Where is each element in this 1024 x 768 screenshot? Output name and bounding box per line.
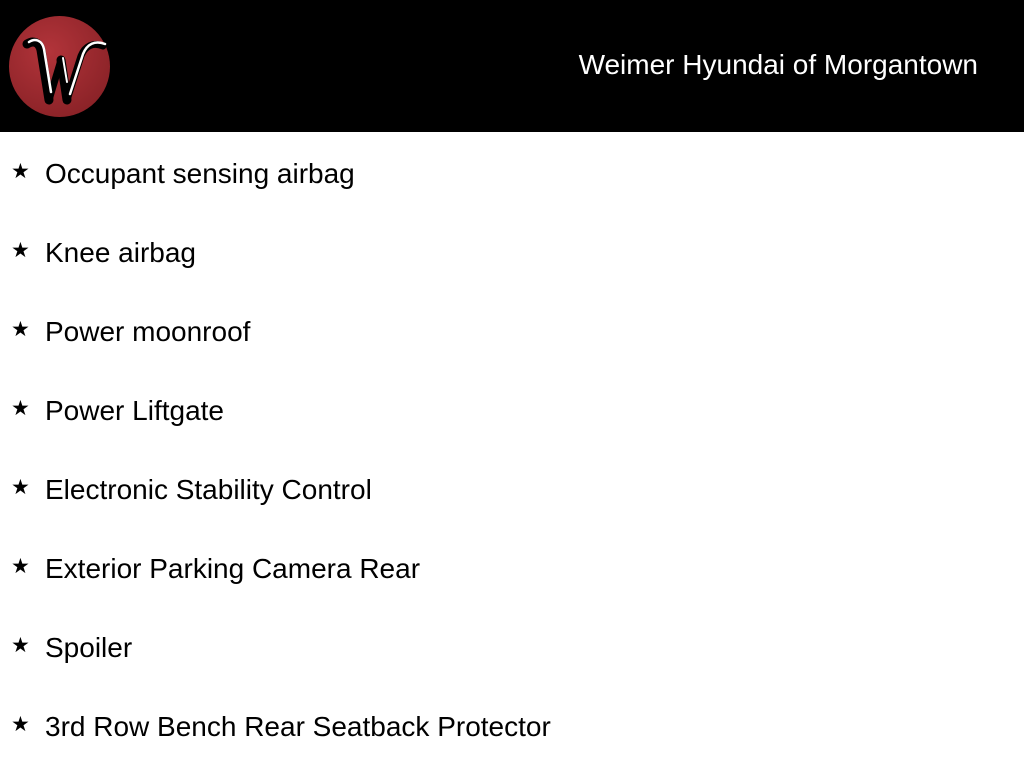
- star-icon: ★: [11, 476, 30, 499]
- list-item: [0, 547, 1024, 587]
- list-item: [0, 705, 1024, 745]
- list-item: [0, 389, 1024, 429]
- feature-label: Spoiler: [45, 632, 133, 663]
- star-icon: ★: [11, 634, 30, 657]
- feature-label: Occupant sensing airbag: [45, 158, 355, 189]
- feature-label: Power moonroof: [45, 316, 251, 347]
- header-bar: [0, 0, 1024, 132]
- w-logo-icon: [9, 16, 110, 117]
- feature-label: Exterior Parking Camera Rear: [45, 553, 421, 584]
- list-item: [0, 468, 1024, 508]
- feature-label: Electronic Stability Control: [45, 474, 372, 505]
- feature-label: Knee airbag: [45, 237, 197, 268]
- feature-label: Power Liftgate: [45, 395, 224, 426]
- list-item: [0, 231, 1024, 271]
- star-icon: ★: [11, 713, 30, 736]
- star-icon: ★: [11, 318, 30, 341]
- list-item: [0, 626, 1024, 666]
- feature-label: 3rd Row Bench Rear Seatback Protector: [45, 711, 551, 742]
- dealer-name: Weimer Hyundai of Morgantown: [578, 49, 978, 80]
- star-icon: ★: [11, 555, 30, 578]
- star-icon: ★: [11, 397, 30, 420]
- list-item: [0, 152, 1024, 192]
- list-item: [0, 310, 1024, 350]
- star-icon: ★: [11, 239, 30, 262]
- star-icon: ★: [11, 160, 30, 183]
